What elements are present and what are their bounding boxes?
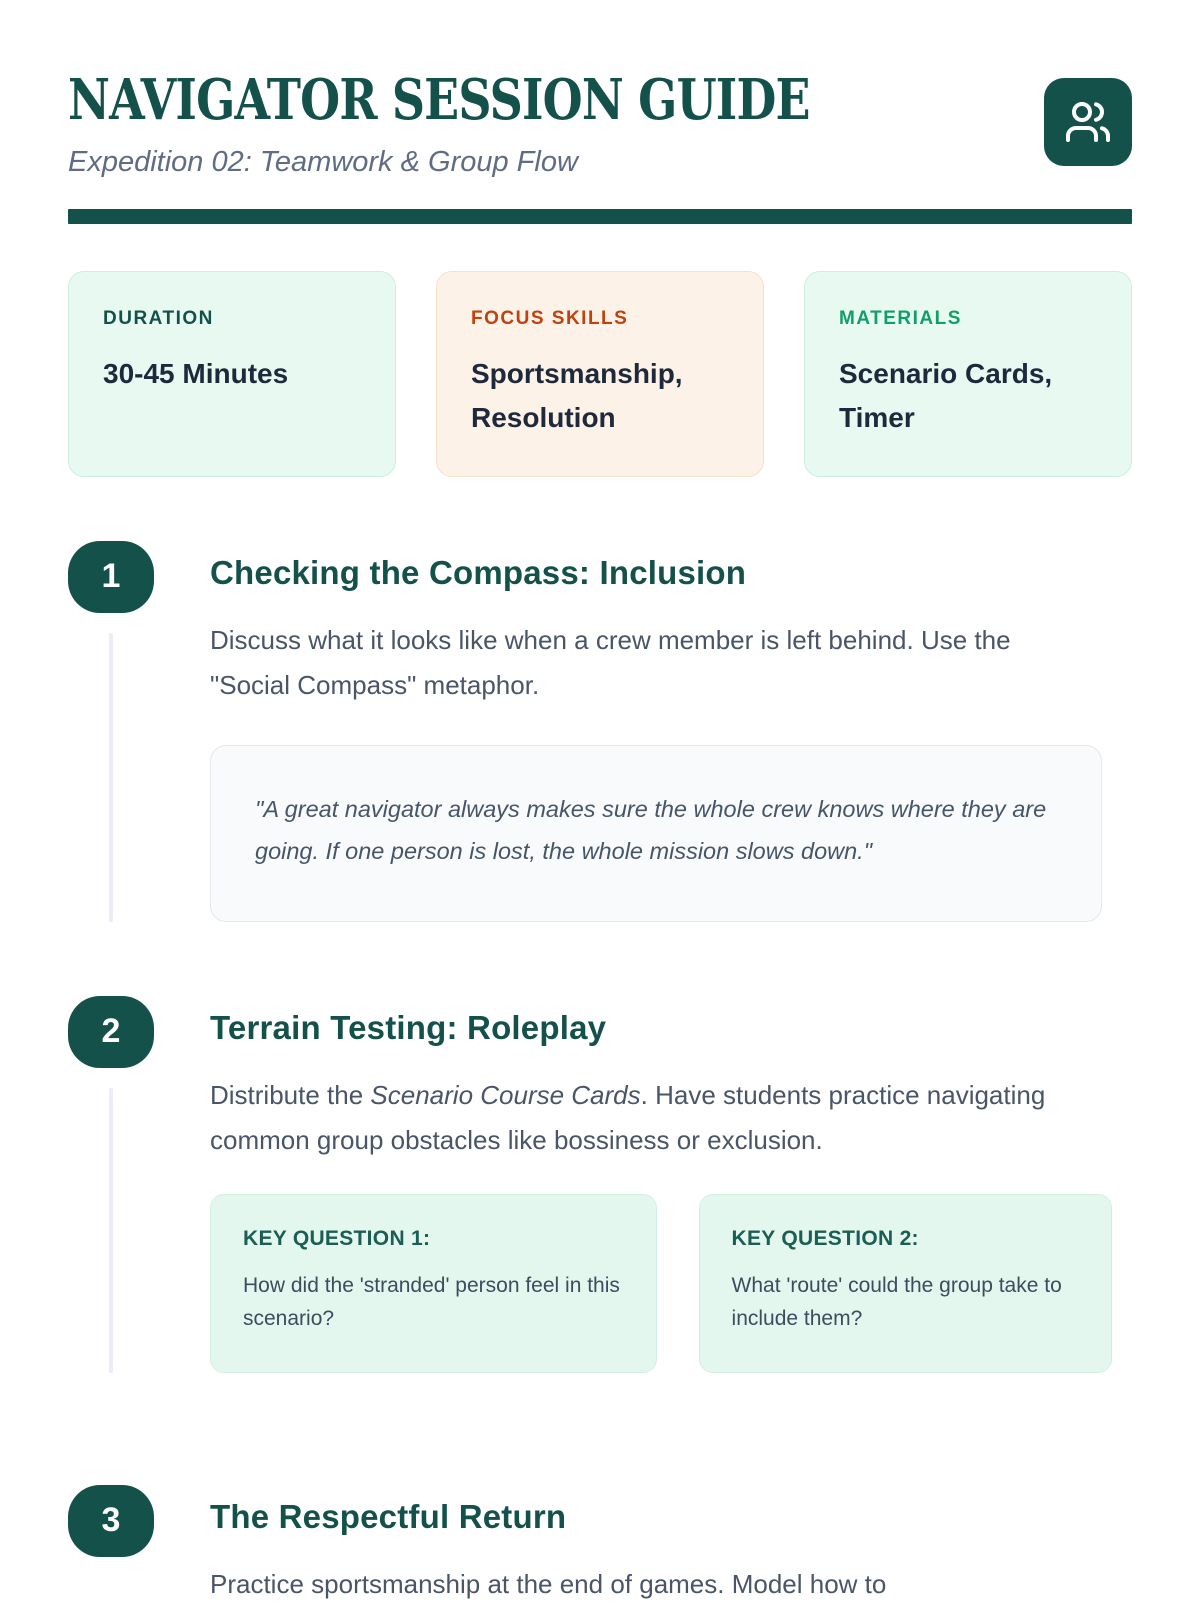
step-connector-line [109, 1088, 113, 1373]
step-2-body-italic: Scenario Course Cards [370, 1079, 641, 1110]
step-1 [68, 541, 1132, 922]
step-3-title: The Respectful Return [210, 1497, 567, 1535]
materials-label: MATERIALS [839, 308, 962, 329]
step-2-title: Terrain Testing: Roleplay [210, 1008, 607, 1046]
steps-list [68, 541, 1132, 1607]
header-divider [68, 209, 1132, 224]
quote-box [210, 745, 1102, 922]
step-connector-line [109, 633, 113, 922]
page-title: NAVIGATOR SESSION GUIDE [68, 67, 810, 133]
step-1-body: Discuss what it looks like when a crew member is left behind. Use the "Social Compass" metaphor. [210, 624, 1011, 701]
meta-cards [68, 271, 1132, 477]
key-question-2-label: KEY QUESTION 2: [731, 1226, 919, 1250]
step-1-title: Checking the Compass: Inclusion [210, 553, 747, 591]
focus-skills-label: FOCUS SKILLS [471, 308, 629, 329]
step-2-content [210, 996, 1132, 1373]
duration-card [68, 271, 396, 477]
key-question-1-text: How did the 'stranded' person feel in this scenario? [243, 1273, 620, 1331]
step-2 [68, 996, 1132, 1373]
duration-value: 30-45 Minutes [103, 358, 289, 389]
step-1-number-badge: 1 [68, 541, 154, 613]
header-text [68, 67, 972, 179]
key-question-1-box [210, 1194, 657, 1373]
step-2-body [210, 1073, 1055, 1164]
focus-skills-card [436, 271, 764, 477]
materials-card [804, 271, 1132, 477]
quote-text: "A great navigator always makes sure the whole crew knows where they are going. If one person is lost, the whole mission slows down." [255, 795, 1047, 865]
focus-skills-value: Sportsmanship, Resolution [471, 358, 683, 433]
step-2-body-prefix: Distribute the [210, 1079, 371, 1110]
materials-value: Scenario Cards, Timer [839, 358, 1053, 433]
step-3 [68, 1485, 1132, 1607]
key-question-1-label: KEY QUESTION 1: [243, 1226, 431, 1250]
users-icon [1044, 78, 1132, 166]
step-2-body-suffix: . Have students practice navigating common group obstacles like bossiness or exclusion. [210, 1079, 1046, 1155]
step-3-marker [68, 1485, 154, 1607]
key-questions [210, 1194, 1112, 1373]
key-question-2-box [699, 1194, 1112, 1373]
page-subtitle: Expedition 02: Teamwork & Group Flow [68, 146, 578, 178]
step-2-marker [68, 996, 154, 1373]
step-2-number-badge: 2 [68, 996, 154, 1068]
step-3-number-badge: 3 [68, 1485, 154, 1557]
step-1-marker [68, 541, 154, 922]
step-3-body: Practice sportsmanship at the end of games. Model how to [210, 1568, 887, 1599]
header [68, 67, 1132, 179]
key-question-2-text: What 'route' could the group take to include them? [731, 1273, 1062, 1331]
step-1-content [210, 541, 1132, 922]
duration-label: DURATION [103, 308, 214, 329]
step-3-content [210, 1485, 1132, 1607]
